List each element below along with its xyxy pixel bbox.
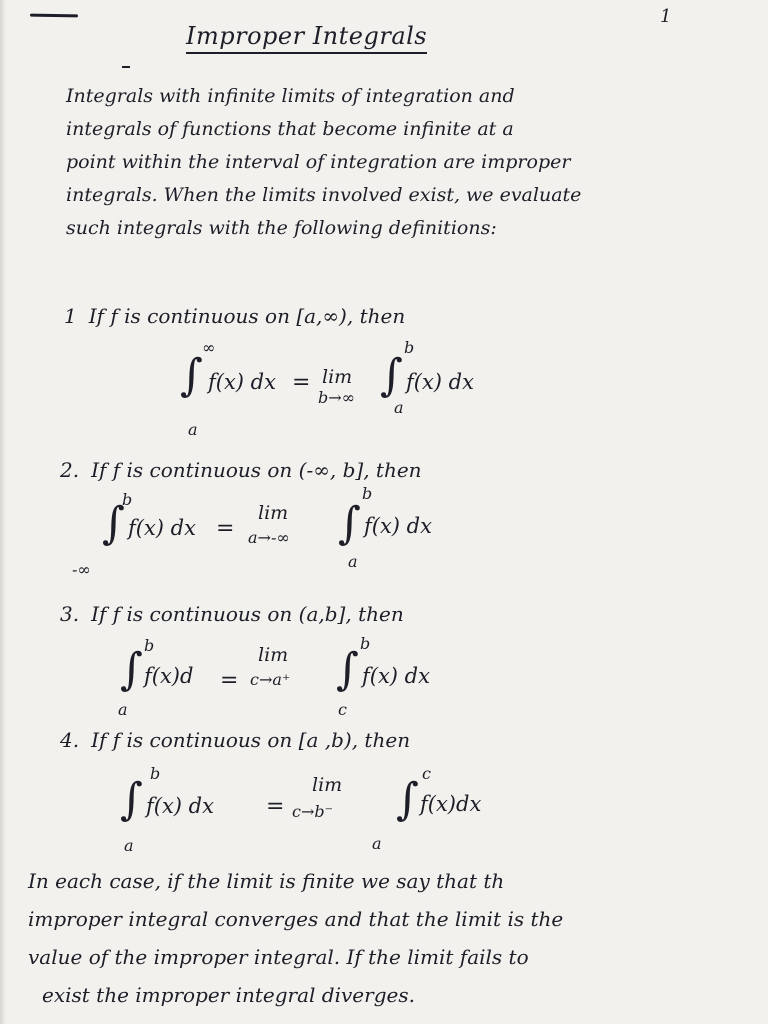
intro-line: point within the interval of integration are improper bbox=[66, 151, 571, 173]
lhs-upper-limit: b bbox=[122, 490, 133, 509]
limit-approach: a→-∞ bbox=[248, 528, 290, 547]
conclusion-line: exist the improper integral diverges. bbox=[42, 983, 415, 1007]
equals-sign: = bbox=[220, 668, 239, 693]
lhs-integrand: f(x) dx bbox=[208, 370, 276, 394]
lhs-upper-limit: ∞ bbox=[202, 338, 216, 357]
stray-pen-mark bbox=[122, 66, 130, 68]
integral-sign: ∫ bbox=[180, 350, 203, 401]
lhs-upper-limit: b bbox=[150, 764, 161, 783]
definition-number: 1 bbox=[64, 304, 77, 328]
definition-number: 3. bbox=[60, 602, 80, 626]
lhs-lower-limit: a bbox=[188, 420, 198, 439]
lhs-integrand: f(x) dx bbox=[128, 516, 196, 540]
rhs-lower-limit: a bbox=[348, 552, 358, 571]
conclusion-line: improper integral converges and that the limit is the bbox=[28, 907, 564, 931]
definition-text: If f is continuous on [a,∞), then bbox=[88, 304, 406, 328]
definition-3-formula bbox=[116, 634, 496, 730]
equals-sign: = bbox=[216, 516, 235, 541]
rhs-lower-limit: c bbox=[338, 700, 347, 719]
limit-word: lim bbox=[322, 366, 353, 388]
conclusion-paragraph bbox=[28, 862, 764, 1014]
rhs-integrand: f(x) dx bbox=[364, 514, 432, 538]
rhs-upper-limit: b bbox=[362, 484, 373, 503]
integral-sign: ∫ bbox=[120, 644, 143, 695]
scan-edge-shadow bbox=[0, 0, 6, 1024]
lhs-lower-limit: -∞ bbox=[72, 560, 91, 579]
intro-line: integrals. When the limits involved exist, we evaluate bbox=[66, 184, 582, 206]
limit-approach: c→b⁻ bbox=[292, 802, 334, 821]
rhs-lower-limit: a bbox=[394, 398, 404, 417]
definition-number: 4. bbox=[60, 728, 80, 752]
lhs-lower-limit: a bbox=[124, 836, 134, 855]
integral-sign: ∫ bbox=[120, 774, 143, 825]
rhs-upper-limit: b bbox=[404, 338, 415, 357]
rhs-integrand: f(x) dx bbox=[406, 370, 474, 394]
intro-paragraph bbox=[66, 80, 766, 245]
definition-1-condition bbox=[64, 304, 405, 328]
definition-text: If f is continuous on (a,b], then bbox=[91, 602, 404, 626]
lhs-lower-limit: a bbox=[118, 700, 128, 719]
limit-approach: c→a⁺ bbox=[250, 670, 291, 689]
equals-sign: = bbox=[266, 794, 285, 819]
intro-line: such integrals with the following definitions: bbox=[66, 217, 497, 239]
lhs-integrand: f(x) dx bbox=[146, 794, 214, 818]
definition-2-formula bbox=[72, 484, 492, 586]
integral-sign: ∫ bbox=[102, 498, 125, 549]
definition-text: If f is continuous on [a ,b), then bbox=[91, 728, 411, 752]
conclusion-line: In each case, if the limit is finite we say that th bbox=[28, 869, 505, 893]
definition-3-condition bbox=[60, 602, 404, 626]
integral-sign: ∫ bbox=[396, 774, 419, 825]
limit-approach: b→∞ bbox=[318, 388, 355, 407]
page-number: 1 bbox=[660, 6, 672, 27]
limit-word: lim bbox=[258, 644, 289, 666]
rhs-integrand: f(x)dx bbox=[420, 792, 482, 816]
lhs-upper-limit: b bbox=[144, 636, 155, 655]
margin-dash-mark bbox=[30, 14, 78, 18]
integral-sign: ∫ bbox=[338, 498, 361, 549]
equals-sign: = bbox=[292, 370, 311, 395]
definition-text: If f is continuous on (-∞, b], then bbox=[91, 458, 422, 482]
rhs-lower-limit: a bbox=[372, 834, 382, 853]
definition-1-formula bbox=[180, 338, 540, 439]
conclusion-line: value of the improper integral. If the limit fails to bbox=[28, 945, 529, 969]
lhs-integrand: f(x)d bbox=[144, 664, 194, 688]
definition-4-condition bbox=[60, 728, 410, 752]
definition-2-condition bbox=[60, 458, 422, 482]
limit-word: lim bbox=[258, 502, 289, 524]
integral-sign: ∫ bbox=[336, 644, 359, 695]
page-title: Improper Integrals bbox=[186, 22, 427, 54]
intro-line: Integrals with infinite limits of integration and bbox=[66, 85, 515, 107]
limit-word: lim bbox=[312, 774, 343, 796]
rhs-upper-limit: c bbox=[422, 764, 431, 783]
rhs-upper-limit: b bbox=[360, 634, 371, 653]
definition-4-formula bbox=[116, 760, 516, 856]
definition-number: 2. bbox=[60, 458, 80, 482]
integral-sign: ∫ bbox=[380, 350, 403, 401]
intro-line: integrals of functions that become infinite at a bbox=[66, 118, 514, 140]
rhs-integrand: f(x) dx bbox=[362, 664, 430, 688]
